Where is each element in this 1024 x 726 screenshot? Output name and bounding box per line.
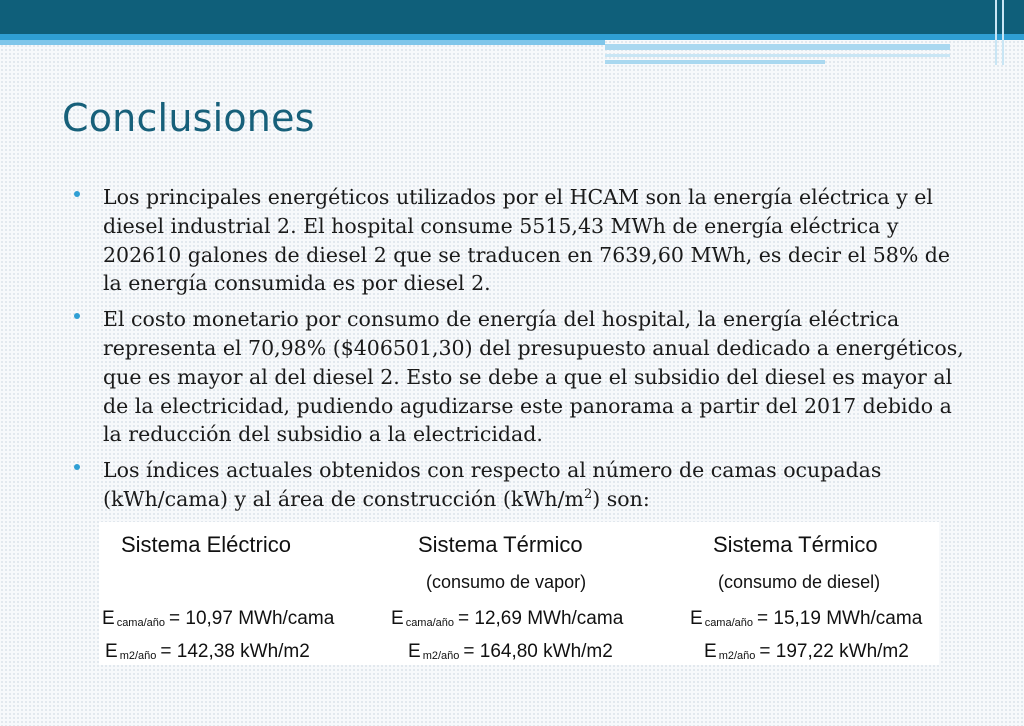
bullet-item bbox=[74, 456, 974, 514]
index-value: = 12,69 MWh/cama bbox=[458, 608, 624, 629]
index-subscript: cama/año bbox=[704, 617, 753, 629]
header-band-dark bbox=[0, 0, 1024, 34]
index-symbol: E bbox=[704, 641, 717, 662]
column-subtitle: (consumo de diesel) bbox=[718, 572, 881, 592]
bullet-text: El costo monetario por consumo de energía del hospital, la energía eléctrica representa el 70,98% ($406501,30) del presupuesto anual dedicado a energéticos, que es mayor al del diesel 2. Esto se debe a que el subsidio del diesel es mayor al de la electricidad, pudiendo agudizarse este panorama a partir del 2017 debido a la reducción del subsidio a la electricidad. bbox=[103, 307, 964, 447]
header-stripe bbox=[605, 44, 950, 50]
bullet-text bbox=[103, 458, 881, 511]
header-stripe bbox=[605, 60, 825, 64]
index-symbol: E bbox=[690, 608, 703, 629]
bullet-text: Los principales energéticos utilizados por el HCAM son la energía eléctrica y el diesel industrial 2. El hospital consume 5515,43 MWh de energía eléctrica y 202610 galones de diesel 2 que se traducen en 7639,60 MWh, es decir el 58% de la energía consumida es por diesel 2. bbox=[103, 185, 951, 296]
index-value: = 10,97 MWh/cama bbox=[169, 608, 335, 629]
bullet-icon bbox=[74, 464, 80, 470]
column-subtitle: (consumo de vapor) bbox=[426, 572, 587, 592]
index-symbol: E bbox=[105, 641, 118, 662]
index-value: = 164,80 kWh/m2 bbox=[463, 641, 613, 662]
index-row bbox=[105, 641, 310, 663]
index-row bbox=[102, 608, 334, 630]
bullet-list bbox=[74, 183, 974, 521]
index-symbol: E bbox=[408, 641, 421, 662]
index-row bbox=[690, 608, 922, 630]
bullet-item bbox=[74, 305, 974, 449]
bullet-icon bbox=[74, 191, 80, 197]
corner-line bbox=[1002, 0, 1004, 65]
index-row bbox=[408, 641, 613, 663]
index-symbol: E bbox=[391, 608, 404, 629]
bullet-icon bbox=[74, 313, 80, 319]
index-subscript: m2/año bbox=[119, 650, 157, 662]
header-stripe bbox=[605, 54, 950, 57]
index-subscript: m2/año bbox=[718, 650, 756, 662]
column-title: Sistema Eléctrico bbox=[121, 532, 291, 557]
bullet-text-part: ) son: bbox=[592, 486, 650, 511]
index-subscript: cama/año bbox=[405, 617, 454, 629]
header-light-line bbox=[0, 40, 605, 45]
column-title: Sistema Térmico bbox=[713, 532, 878, 557]
column-title: Sistema Térmico bbox=[418, 532, 583, 557]
index-row bbox=[391, 608, 623, 630]
index-subscript: cama/año bbox=[116, 617, 165, 629]
index-value: = 15,19 MWh/cama bbox=[757, 608, 923, 629]
bullet-item bbox=[74, 183, 974, 298]
corner-line bbox=[995, 0, 997, 65]
index-value: = 142,38 kWh/m2 bbox=[160, 641, 310, 662]
index-value: = 197,22 kWh/m2 bbox=[759, 641, 909, 662]
indices-table bbox=[99, 522, 939, 665]
index-symbol: E bbox=[102, 608, 115, 629]
slide-title: Conclusiones bbox=[62, 96, 315, 140]
bullet-text-part: Los índices actuales obtenidos con respecto al número de camas ocupadas (kWh/cama) y al área de construcción (kWh/m bbox=[103, 458, 882, 511]
superscript: 2 bbox=[583, 487, 593, 503]
index-row bbox=[704, 641, 909, 663]
index-subscript: m2/año bbox=[422, 650, 460, 662]
